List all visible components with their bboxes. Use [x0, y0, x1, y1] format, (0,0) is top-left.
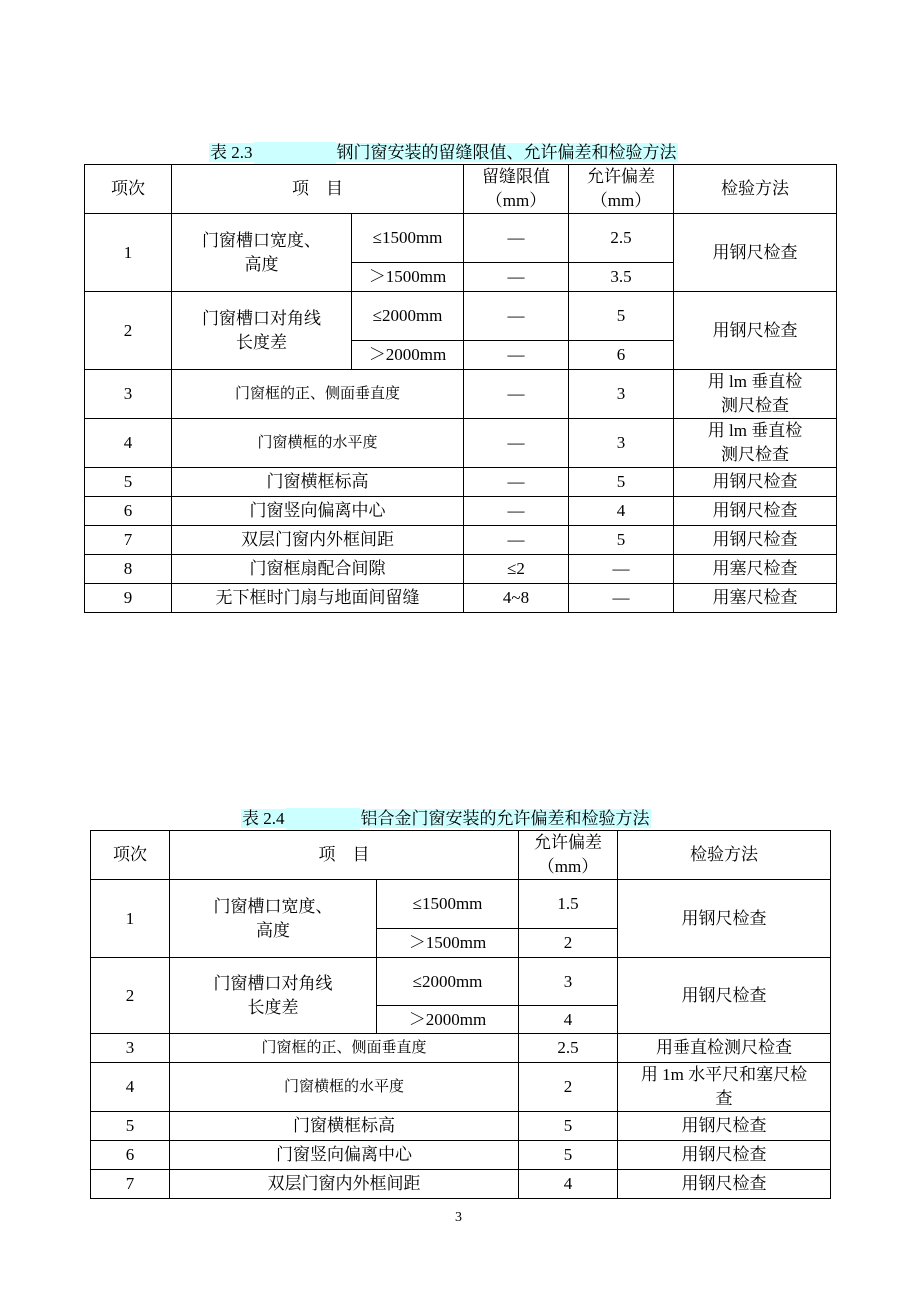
row-condition: ≤1500mm: [377, 880, 519, 929]
table-row: [85, 370, 837, 419]
row-method: 用钢尺检查: [618, 958, 831, 1034]
table2-caption: [241, 808, 651, 830]
row-no: 6: [85, 497, 172, 526]
row-item: 双层门窗内外框间距: [170, 1170, 519, 1199]
row-deviation: 2: [519, 929, 618, 958]
row-method: 用钢尺检查: [674, 214, 837, 292]
row-condition: ＞1500mm: [352, 263, 464, 292]
row-deviation: 2.5: [569, 214, 674, 263]
table-row: [85, 555, 837, 584]
row-method: 用钢尺检查: [674, 292, 837, 370]
row-deviation: —: [569, 584, 674, 613]
table2: [90, 830, 831, 1199]
row-no: 3: [91, 1034, 170, 1063]
header-gap-limit: 留缝限值 （mm）: [464, 165, 569, 214]
row-no: 4: [85, 419, 172, 468]
row-no: 7: [85, 526, 172, 555]
row-method: 用塞尺检查: [674, 555, 837, 584]
row-method: 用钢尺检查: [618, 1141, 831, 1170]
row-no: 5: [85, 468, 172, 497]
row-item: 门窗槽口对角线 长度差: [170, 958, 377, 1034]
row-item: 门窗框的正、侧面垂直度: [170, 1034, 519, 1063]
row-item: 门窗槽口宽度、 高度: [172, 214, 352, 292]
row-item: 门窗框扇配合间隙: [172, 555, 464, 584]
row-gap: —: [464, 292, 569, 341]
row-deviation: 2.5: [519, 1034, 618, 1063]
header-no: 项次: [91, 831, 170, 880]
table1-caption-title: 钢门窗安装的留缝限值、允许偏差和检验方法: [336, 143, 677, 162]
row-gap: —: [464, 419, 569, 468]
row-method: 用 1m 水平尺和塞尺检 查: [618, 1063, 831, 1112]
table-row: [85, 468, 837, 497]
row-no: 2: [91, 958, 170, 1034]
row-gap: ≤2: [464, 555, 569, 584]
page-number: 3: [455, 1210, 462, 1225]
table1-header-row: [85, 165, 837, 214]
row-no: 2: [85, 292, 172, 370]
row-method: 用塞尺检查: [674, 584, 837, 613]
row-deviation: 4: [519, 1006, 618, 1034]
row-gap: —: [464, 370, 569, 419]
row-method: 用钢尺检查: [674, 497, 837, 526]
table-row: [85, 497, 837, 526]
table2-header-row: [91, 831, 831, 880]
row-deviation: 3: [569, 419, 674, 468]
row-method: 用 lm 垂直检 测尺检查: [674, 370, 837, 419]
row-deviation: 5: [569, 292, 674, 341]
table-row: [85, 584, 837, 613]
row-gap: —: [464, 214, 569, 263]
header-method: 检验方法: [618, 831, 831, 880]
row-deviation: 4: [519, 1170, 618, 1199]
row-deviation: 6: [569, 341, 674, 370]
row-deviation: 5: [519, 1112, 618, 1141]
row-method: 用钢尺检查: [618, 1170, 831, 1199]
table1: [84, 164, 837, 613]
row-no: 6: [91, 1141, 170, 1170]
row-gap: —: [464, 468, 569, 497]
row-deviation: 3.5: [569, 263, 674, 292]
row-no: 5: [91, 1112, 170, 1141]
row-no: 4: [91, 1063, 170, 1112]
row-deviation: 5: [569, 468, 674, 497]
row-gap: —: [464, 497, 569, 526]
row-no: 7: [91, 1170, 170, 1199]
row-condition: ＞2000mm: [352, 341, 464, 370]
row-method: 用 lm 垂直检 测尺检查: [674, 419, 837, 468]
header-deviation: 允许偏差 （mm）: [519, 831, 618, 880]
table-row: [91, 1141, 831, 1170]
table-row: [85, 526, 837, 555]
row-condition: ≤2000mm: [352, 292, 464, 341]
row-condition: ≤1500mm: [352, 214, 464, 263]
row-gap: —: [464, 526, 569, 555]
row-item: 门窗槽口对角线 长度差: [172, 292, 352, 370]
row-item: 门窗竖向偏离中心: [172, 497, 464, 526]
header-method: 检验方法: [674, 165, 837, 214]
header-deviation: 允许偏差 （mm）: [569, 165, 674, 214]
table2-caption-title: 铝合金门窗安装的允许偏差和检验方法: [360, 809, 650, 828]
header-item: 项 目: [172, 165, 464, 214]
row-item: 门窗竖向偏离中心: [170, 1141, 519, 1170]
row-condition: ＞2000mm: [377, 1006, 519, 1034]
table-row: [91, 1034, 831, 1063]
row-condition: ≤2000mm: [377, 958, 519, 1006]
row-item: 门窗框的正、侧面垂直度: [172, 370, 464, 419]
table-row: [85, 419, 837, 468]
row-item: 无下框时门扇与地面间留缝: [172, 584, 464, 613]
row-no: 1: [85, 214, 172, 292]
row-deviation: 5: [519, 1141, 618, 1170]
row-deviation: 4: [569, 497, 674, 526]
table-row: [85, 292, 837, 341]
row-no: 8: [85, 555, 172, 584]
row-item: 门窗横框标高: [172, 468, 464, 497]
table2-caption-number: 表 2.4: [242, 809, 285, 828]
row-item: 门窗横框的水平度: [170, 1063, 519, 1112]
row-gap: 4~8: [464, 584, 569, 613]
row-no: 3: [85, 370, 172, 419]
row-method: 用钢尺检查: [618, 880, 831, 958]
row-deviation: 1.5: [519, 880, 618, 929]
row-deviation: 2: [519, 1063, 618, 1112]
row-deviation: 3: [569, 370, 674, 419]
header-no: 项次: [85, 165, 172, 214]
row-item: 门窗横框的水平度: [172, 419, 464, 468]
row-no: 1: [91, 880, 170, 958]
table-row: [91, 1170, 831, 1199]
row-method: 用垂直检测尺检查: [618, 1034, 831, 1063]
header-item: 项 目: [170, 831, 519, 880]
row-item: 双层门窗内外框间距: [172, 526, 464, 555]
row-item: 门窗槽口宽度、 高度: [170, 880, 377, 958]
row-gap: —: [464, 341, 569, 370]
row-no: 9: [85, 584, 172, 613]
table-row: [91, 1063, 831, 1112]
table1-caption-number: 表 2.3: [210, 143, 253, 162]
table-row: [85, 214, 837, 263]
row-condition: ＞1500mm: [377, 929, 519, 958]
table1-caption: [209, 142, 678, 164]
row-method: 用钢尺检查: [618, 1112, 831, 1141]
table-row: [91, 1112, 831, 1141]
row-method: 用钢尺检查: [674, 526, 837, 555]
row-item: 门窗横框标高: [170, 1112, 519, 1141]
row-gap: —: [464, 263, 569, 292]
table-row: [91, 958, 831, 1006]
row-deviation: 5: [569, 526, 674, 555]
row-method: 用钢尺检查: [674, 468, 837, 497]
table-row: [91, 880, 831, 929]
row-deviation: 3: [519, 958, 618, 1006]
row-deviation: —: [569, 555, 674, 584]
